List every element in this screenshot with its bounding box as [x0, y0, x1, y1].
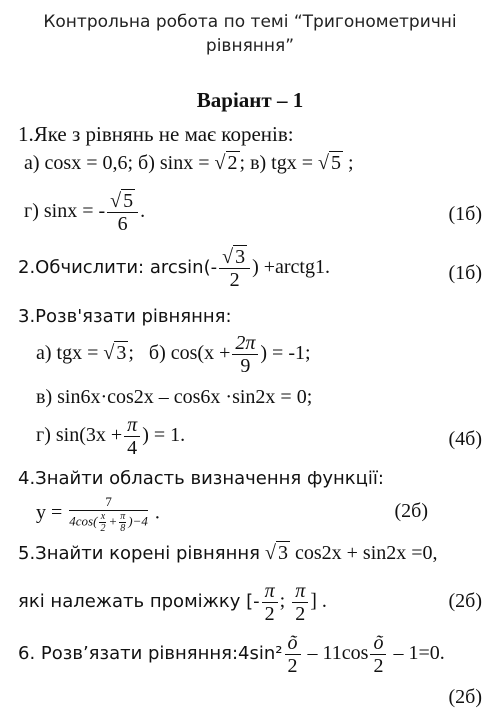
- fraction: $\frac{\pi}{4}$: [124, 414, 140, 459]
- q3-option-d: г) sin(3x + $\frac{\pi}{4}$ ) = 1.: [36, 414, 186, 459]
- fraction: $\frac{õ}{2}$: [285, 632, 301, 677]
- fraction: $\frac{x}{2}$: [100, 511, 106, 534]
- q1-points: (1б): [448, 203, 482, 225]
- sqrt-symbol: √ 3: [222, 246, 246, 268]
- fraction: $\frac{õ}{2}$: [370, 632, 386, 677]
- q6-points: (2б): [448, 686, 482, 708]
- sqrt-symbol: √ 3: [103, 342, 127, 365]
- q1-option-c: в) tgx = √ 5 ;: [250, 152, 354, 174]
- worksheet-title: [0, 10, 500, 58]
- fraction: $\frac{\pi}{2}$: [262, 580, 278, 625]
- q1-option-a: а) cosx = 0,6;: [24, 152, 134, 174]
- sqrt-symbol: √ 5: [110, 190, 134, 212]
- fraction: $\frac{\pi}{2}$: [292, 580, 308, 625]
- title-line-2: рівняння”: [205, 36, 295, 56]
- q4-points: (2б): [394, 500, 428, 522]
- fraction: $\frac{2\pi}{9}$: [232, 332, 258, 377]
- fraction: $\frac{√ 3}{2}$: [219, 246, 250, 291]
- q2-line: 2.Обчислити: arcsin(- $\frac{√ 3}{2}$ ) +arctg1.: [18, 246, 330, 291]
- sqrt-symbol: √ 2: [214, 152, 238, 174]
- title-line-1: Контрольна робота по темі “Тригонометричні: [43, 12, 457, 32]
- q3-option-a: а) tgx = √ 3 ;: [36, 342, 134, 365]
- q3-option-c: в) sin6x·cos2x – cos6x ·sin2x = 0;: [36, 386, 313, 408]
- q3-title: 3.Розв'язати рівняння:: [18, 306, 232, 327]
- q3-options-ab: [36, 332, 500, 377]
- q1-title: 1.Яке з рівнянь не має коренів:: [18, 122, 294, 146]
- q5-line-2: які належать проміжку [- $\frac{\pi}{2}$ ; $\frac{\pi}{2}$ ] .: [18, 580, 327, 625]
- q3-option-b: б) cos(x + $\frac{2\pi}{9}$ ) = -1;: [148, 332, 311, 377]
- fraction: $\frac{\pi}{8}$: [120, 511, 126, 534]
- q1-options-abc: [24, 152, 500, 175]
- variant-heading: Варіант – 1: [196, 88, 304, 112]
- q5-points: (2б): [448, 590, 482, 612]
- sqrt-symbol: √ 5: [318, 152, 341, 174]
- q6-line: 6. Розв’язати рівняння:4sin² $\frac{õ}{2}$ – 11cos $\frac{õ}{2}$ – 1=0.: [18, 632, 445, 677]
- sqrt-symbol: √ 3: [265, 542, 288, 564]
- q2-points: (1б): [448, 262, 482, 284]
- q4-title: 4.Знайти область визначення функції:: [18, 468, 384, 489]
- q5-line-1: 5.Знайти корені рівняння √ 3 cos2x + sin2x =0,: [18, 542, 438, 564]
- q1-option-d: г) sinx = - $\frac{√ 5}{6}$ .: [24, 190, 146, 235]
- q3-points: (4б): [448, 428, 482, 450]
- q4-function: y = 7 4cos( $\frac{x}{2}$ + $\frac{\pi}{8}$ )−4 .: [36, 494, 160, 534]
- q1-option-b: б) sinx = √ 2 ;: [138, 152, 246, 174]
- fraction: $\frac{√ 5}{6}$: [107, 190, 138, 235]
- fraction: 7 4cos( $\frac{x}{2}$ + $\frac{\pi}{8}$ )−4: [69, 494, 148, 534]
